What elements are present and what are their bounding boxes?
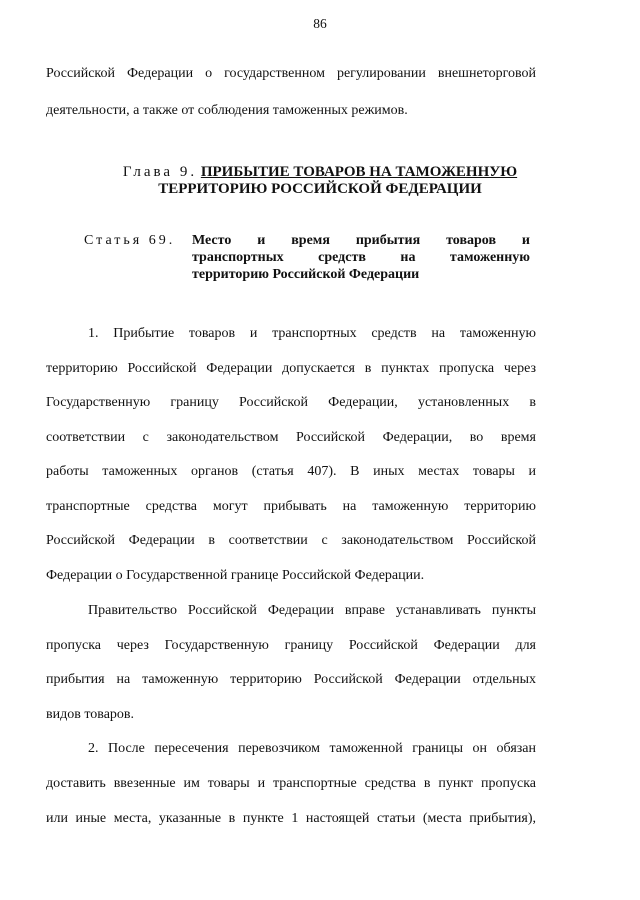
intro-line-1: Российской Федерации о государственном регулировании внешнеторговой (46, 66, 536, 81)
body-line-7: Российской Федерации в соответствии с законодательством Российской (46, 533, 536, 548)
body-line-10: пропуска через Государственную границу Российской Федерации для (46, 638, 536, 653)
body-line-13: 2. После пересечения перевозчиком таможенной границы он обязан (88, 741, 536, 756)
chapter-label: Глава 9. (122, 164, 198, 180)
body-line-14: доставить ввезенные им товары и транспортные средства в пункт пропуска (46, 776, 536, 791)
article-title-line-1: Место и время прибытия товаров и (192, 233, 530, 248)
body-line-3: Государственную границу Российской Федерации, установленных в (46, 395, 536, 410)
body-line-11: прибытия на таможенную территорию Российской Федерации отдельных (46, 672, 536, 687)
chapter-title-line-1: ПРИБЫТИЕ ТОВАРОВ НА ТАМОЖЕННУЮ (200, 164, 518, 180)
article-label: Статья 69. (84, 233, 176, 248)
body-line-4: соответствии с законодательством Российской Федерации, во время (46, 430, 536, 445)
body-line-5: работы таможенных органов (статья 407). В иных местах товары и (46, 464, 536, 479)
body-line-2: территорию Российской Федерации допускается в пунктах пропуска через (46, 361, 536, 376)
page-number: 86 (313, 16, 327, 31)
article-title-line-3: территорию Российской Федерации (192, 267, 420, 282)
intro-line-2: деятельности, а также от соблюдения таможенных режимов. (46, 103, 408, 118)
body-line-9: Правительство Российской Федерации вправе устанавливать пункты (88, 603, 536, 618)
body-line-6: транспортные средства могут прибывать на таможенную территорию (46, 499, 536, 514)
article-title-line-2: транспортных средств на таможенную (192, 250, 530, 265)
chapter-title-line-2: ТЕРРИТОРИЮ РОССИЙСКОЙ ФЕДЕРАЦИИ (158, 181, 482, 197)
body-line-15: или иные места, указанные в пункте 1 настоящей статьи (места прибытия), (46, 811, 536, 826)
body-line-12: видов товаров. (46, 707, 135, 722)
chapter-heading (0, 163, 640, 181)
body-line-8: Федерации о Государственной границе Российской Федерации. (46, 568, 425, 583)
body-line-1: 1. Прибытие товаров и транспортных средств на таможенную (88, 326, 536, 341)
